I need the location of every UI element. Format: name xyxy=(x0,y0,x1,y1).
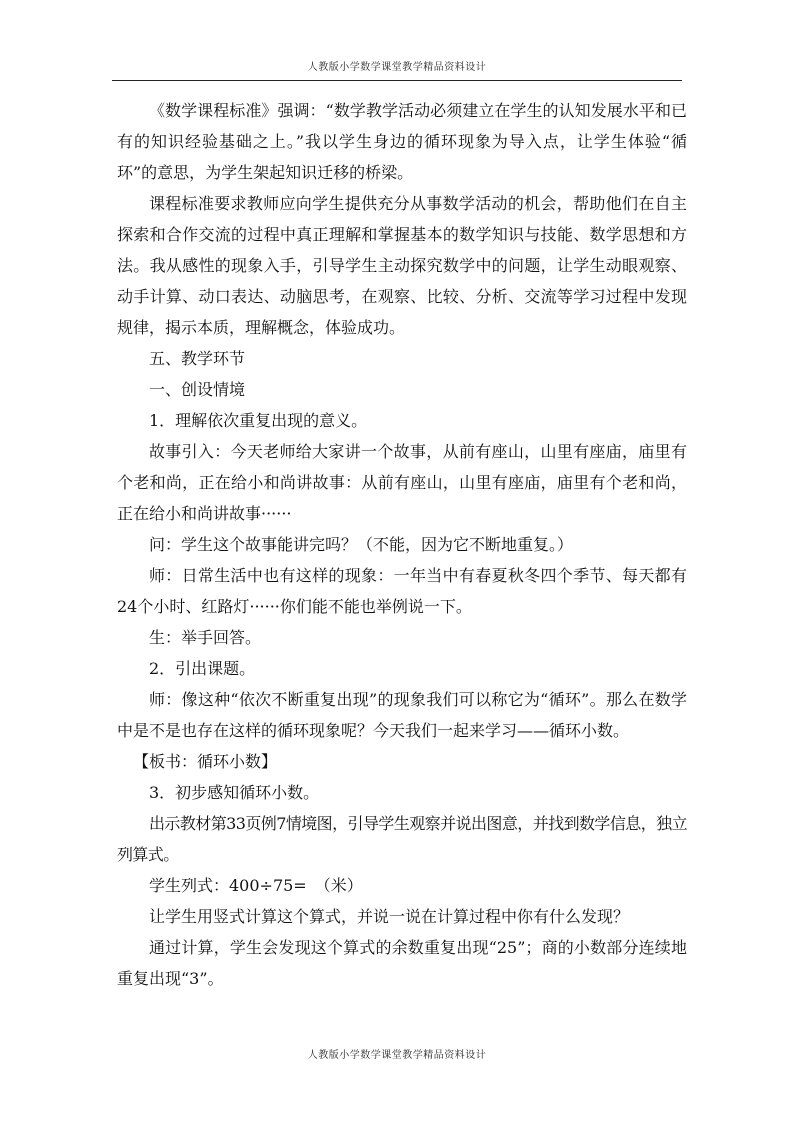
item-understand-repetition: 1．理解依次重复出现的意义。 xyxy=(149,411,368,430)
paragraph-teacher-daily-life: 师：日常生活中也有这样的现象：一年当中有春夏秋冬四个季节、每天都有24个小时、红路灯······你们能不能也举例说一下。 xyxy=(117,566,687,616)
header-rule xyxy=(112,80,682,81)
page-footer: 人教版小学数学课堂教学精品资料设计 xyxy=(307,1050,487,1061)
item-perceive-recurring-decimal: 3．初步感知循环小数。 xyxy=(149,783,320,802)
paragraph-student-equation: 学生列式：400÷75= （米） xyxy=(149,876,363,895)
paragraph-discovery: 通过计算，学生会发现这个算式的余数重复出现“25”；商的小数部分连续地重复出现“3”。 xyxy=(117,938,687,988)
heading-teaching-steps: 五、教学环节 xyxy=(149,349,246,368)
page-header: 人教版小学数学课堂教学精品资料设计 xyxy=(307,62,487,73)
paragraph-teacher-cycle: 师：像这种“依次不断重复出现”的现象我们可以称它为“循环”。那么在数学中是不是也存在这样的循环现象呢？今天我们一起来学习——循环小数。 xyxy=(117,690,687,740)
paragraph-story-intro: 故事引入：今天老师给大家讲一个故事，从前有座山，山里有座庙，庙里有个老和尚，正在给小和尚讲故事：从前有座山，山里有座庙，庙里有个老和尚，正在给小和尚讲故事······ xyxy=(117,442,687,523)
heading-create-scenario: 一、创设情境 xyxy=(149,380,246,399)
paragraph-student-answer: 生：举手回答。 xyxy=(149,628,262,647)
paragraph-curriculum-standard: 《数学课程标准》强调：“数学教学活动必须建立在学生的认知发展水平和已有的知识经验基础之上。”我以学生身边的循环现象为导入点，让学生体验“循环”的意思，为学生架起知识迁移的桥梁。 xyxy=(117,101,687,182)
paragraph-vertical-calculation: 让学生用竖式计算这个算式，并说一说在计算过程中你有什么发现？ xyxy=(149,907,630,926)
paragraph-textbook-example: 出示教材第33页例7情境图，引导学生观察并说出图意，并找到数学信息，独立列算式。 xyxy=(117,814,687,864)
paragraph-teaching-requirement: 课程标准要求教师应向学生提供充分从事数学活动的机会，帮助他们在自主探索和合作交流的过程中真正理解和掌握基本的数学知识与技能、数学思想和方法。我从感性的现象入手，引导学生主动探究数学中的问题，让学生动眼观察、动手计算、动口表达、动脑思考，在观察、比较、分析、交流等学习过程中发现规律，揭示本质，理解概念，体验成功。 xyxy=(117,194,687,337)
paragraph-question: 问：学生这个故事能讲完吗？（不能，因为它不断地重复。） xyxy=(149,535,574,554)
document-body xyxy=(117,95,687,994)
board-note: 【板书：循环小数】 xyxy=(133,752,278,771)
item-introduce-topic: 2．引出课题。 xyxy=(149,659,256,678)
